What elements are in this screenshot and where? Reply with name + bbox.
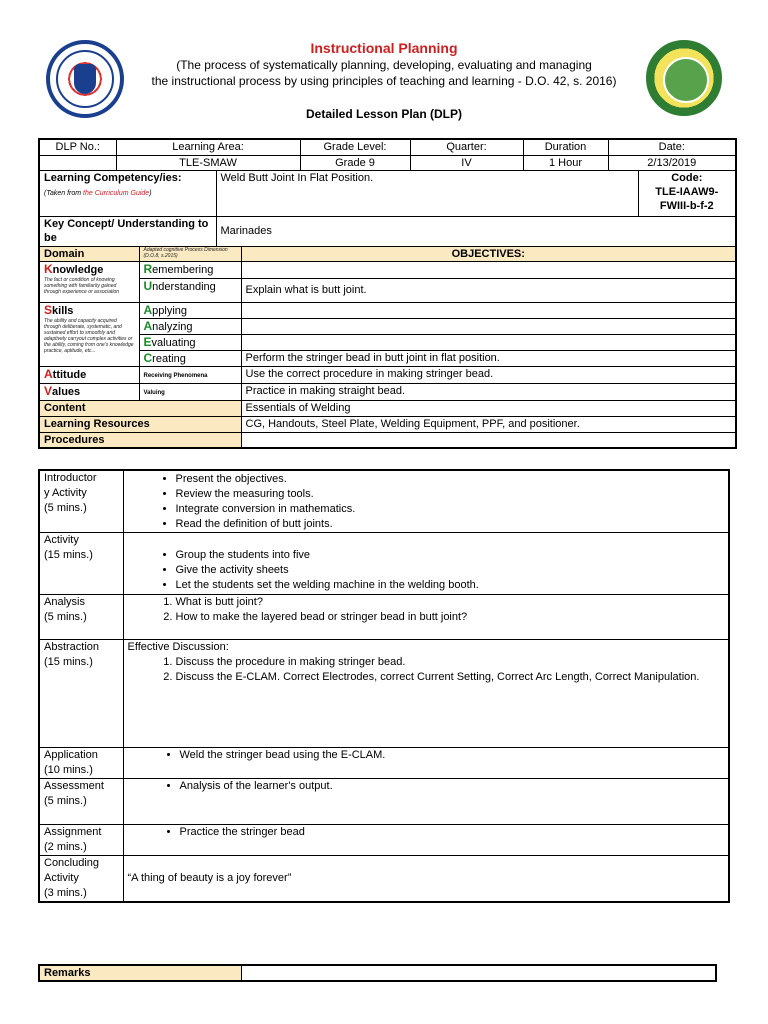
- duration-value: 1 Hour: [523, 155, 608, 170]
- code-value: TLE-IAAW9-FWIII-b-f-2: [655, 185, 719, 212]
- list-item: • Let the students set the welding machine in the welding booth.: [176, 578, 725, 593]
- resources-label: Learning Resources: [39, 416, 241, 432]
- list-item: • Give the activity sheets: [176, 563, 725, 578]
- subtitle-line-1: (The process of systematically planning, developing, evaluating and managing: [176, 58, 592, 72]
- intro-activity-content: [123, 470, 729, 533]
- remarks-label: Remarks: [39, 965, 241, 981]
- abstraction-heading: Effective Discussion:: [127, 641, 229, 653]
- procedures-table: [38, 469, 730, 903]
- abstraction-label: Abstraction (15 mins.): [39, 640, 123, 748]
- list-item: 1. Discuss the procedure in making stringer bead.: [176, 655, 725, 670]
- remarks-value: [241, 965, 716, 981]
- level-evaluating: Evaluating: [139, 334, 241, 350]
- level-remembering: Remembering: [139, 261, 241, 278]
- subtitle-line-2: the instructional process by using principles of teaching and learning - D.O. 42, s. 2016): [151, 74, 617, 88]
- skills-description: The ability and capacity acquired through deliberate, systematic, and sustained effort to smoothly and adaptively carryout complex activities or the ability, coming from one's knowledge practice, aptitude, etc...: [44, 317, 134, 354]
- objective-analyzing: [241, 318, 736, 334]
- skills-domain-cell: Skills The ability and capacity acquired through deliberate, systematic, and sustained effort to smoothly and adaptively carryout complex activities or the ability, coming from one's knowledge practice, aptitude, etc...: [39, 302, 139, 366]
- duration-label: Duration: [523, 139, 608, 155]
- grade-level-value: Grade 9: [300, 155, 410, 170]
- grade-level-label: Grade Level:: [300, 139, 410, 155]
- application-label: Application (10 mins.): [39, 748, 123, 779]
- values-objective: Practice in making straight bead.: [241, 383, 736, 400]
- assessment-label: Assessment (5 mins.): [39, 779, 123, 825]
- activity-label: Activity (15 mins.): [39, 533, 123, 595]
- abstraction-content: [123, 640, 729, 748]
- content-value: Essentials of Welding: [241, 400, 736, 416]
- assignment-content: [123, 825, 729, 856]
- dlp-no-value: [39, 155, 116, 170]
- procedures-label: Procedures: [39, 432, 241, 448]
- quarter-label: Quarter:: [410, 139, 523, 155]
- list-item: 2. How to make the layered bead or stringer bead in butt joint?: [176, 610, 725, 625]
- knowledge-description: The fact or condition of knowing something with familiarity gained through experience or association: [44, 276, 120, 295]
- application-content: [123, 748, 729, 779]
- quarter-value: IV: [410, 155, 523, 170]
- list-item: • Present the objectives.: [176, 472, 725, 487]
- level-creating: Creating: [139, 350, 241, 366]
- dimension-note-cell: [139, 246, 241, 261]
- knowledge-domain-cell: Knowledge The fact or condition of knowing something with familiarity gained through experience or association: [39, 261, 139, 302]
- date-label: Date:: [608, 139, 736, 155]
- concluding-activity-label: Concluding Activity (3 mins.): [39, 856, 123, 903]
- list-item: • Weld the stringer bead using the E-CLAM.: [180, 748, 725, 763]
- level-applying: Applying: [139, 302, 241, 318]
- list-item: 2. Discuss the E-CLAM. Correct Electrodes, correct Current Setting, Correct Arc Length, Correct Manipulation.: [176, 670, 725, 685]
- values-level: Valuing: [139, 383, 241, 400]
- assignment-label: Assignment (2 mins.): [39, 825, 123, 856]
- list-item: • Integrate conversion in mathematics.: [176, 502, 725, 517]
- concluding-activity-content: [123, 856, 729, 903]
- values-domain: Values: [39, 383, 139, 400]
- content-label: Content: [39, 400, 241, 416]
- objective-evaluating: [241, 334, 736, 350]
- domain-label: Domain: [39, 246, 139, 261]
- objective-understanding: Explain what is butt joint.: [241, 278, 736, 302]
- analysis-label: Analysis (5 mins.): [39, 595, 123, 640]
- concluding-quote: “A thing of beauty is a joy forever”: [127, 872, 292, 884]
- list-item: 1. What is butt joint?: [176, 595, 725, 610]
- level-analyzing: Analyzing: [139, 318, 241, 334]
- key-concept-label: Key Concept/ Understanding to be: [39, 216, 216, 246]
- objective-creating: Perform the stringer bead in butt joint in flat position.: [241, 350, 736, 366]
- resources-value: CG, Handouts, Steel Plate, Welding Equipment, PPF, and positioner.: [241, 416, 736, 432]
- attitude-level: Receiving Phenomena: [139, 366, 241, 383]
- competency-note: (Taken from the Curriculum Guide): [44, 189, 152, 197]
- objectives-header: OBJECTIVES:: [241, 246, 736, 261]
- list-item: • Group the students into five: [176, 548, 725, 563]
- document-title: Detailed Lesson Plan (DLP): [305, 107, 463, 121]
- learning-area-label: Learning Area:: [116, 139, 300, 155]
- attitude-domain: Attitude: [39, 366, 139, 383]
- list-item: • Analysis of the learner's output.: [180, 779, 725, 794]
- dlp-no-label: DLP No.:: [39, 139, 116, 155]
- competency-label: Learning Competency/ies:: [44, 171, 182, 184]
- key-concept-value: Marinades: [216, 216, 736, 246]
- competency-value: Weld Butt Joint In Flat Position.: [216, 170, 638, 216]
- learning-area-value: TLE-SMAW: [116, 155, 300, 170]
- procedures-value: [241, 432, 736, 448]
- date-value: 2/13/2019: [608, 155, 736, 170]
- level-understanding: Understanding: [139, 278, 241, 302]
- list-item: • Read the definition of butt joints.: [176, 517, 725, 532]
- attitude-objective: Use the correct procedure in making stringer bead.: [241, 366, 736, 383]
- lesson-plan-table: [38, 138, 737, 449]
- dimension-note: Adapted cognitive Process Dimension (D.O.8, s.2015): [143, 246, 228, 259]
- assessment-content: [123, 779, 729, 825]
- objective-remembering: [241, 261, 736, 278]
- objective-applying: [241, 302, 736, 318]
- list-item: • Practice the stringer bead: [180, 825, 725, 840]
- page-title: Instructional Planning: [310, 40, 458, 56]
- activity-content: [123, 533, 729, 595]
- code-cell: [638, 170, 736, 216]
- list-item: • Review the measuring tools.: [176, 487, 725, 502]
- remarks-table: [38, 964, 717, 982]
- analysis-content: [123, 595, 729, 640]
- intro-activity-label: Introductor y Activity (5 mins.): [39, 470, 123, 533]
- code-label: Code:: [671, 171, 703, 184]
- competency-label-cell: [39, 170, 216, 216]
